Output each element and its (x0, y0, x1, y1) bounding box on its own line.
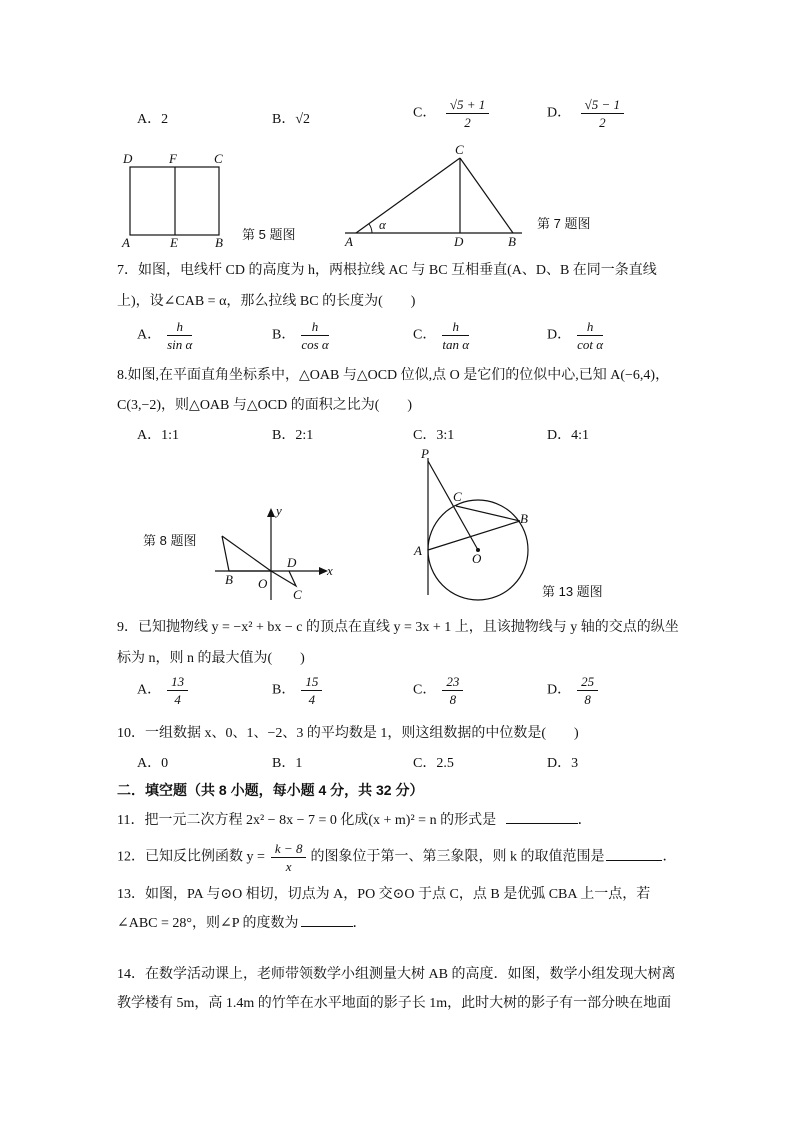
q9-text-line2: 标为 n，则 n 的最大值为( ) (117, 651, 305, 666)
fig7-label-a: A (345, 234, 353, 249)
q9-option-c-fraction (442, 673, 463, 708)
fig7-label-d: D (454, 234, 464, 249)
fraction-numerator: h (301, 318, 328, 336)
q6-option-b-value: √2 (295, 112, 311, 127)
fig5-label-e: E (170, 235, 178, 250)
fraction-denominator: 8 (449, 692, 457, 707)
q9-option-a-label: A． (137, 682, 162, 698)
q9-option-d-fraction (577, 673, 598, 708)
q6-option-b-label: B． (272, 112, 296, 127)
q13-text-line2 (117, 912, 367, 932)
fraction-denominator: 2 (599, 115, 606, 130)
fig8-label-y: y (276, 503, 282, 518)
fig13-label-o: O (472, 551, 482, 566)
fig7-label-alpha: α (379, 217, 386, 232)
q7-option-c-label: C． (413, 327, 437, 343)
q8-text-line2: C(3,−2)，则△OAB 与△OCD 的面积之比为( ) (117, 398, 413, 413)
fraction-denominator: 4 (308, 692, 316, 707)
q7-text-line1: 7．如图，电线杆 CD 的高度为 h，两根拉线 AC 与 BC 互相垂直(A、D、B 在同一条直线 (117, 263, 657, 278)
q10-option-a: A．0 (137, 756, 169, 771)
fraction-denominator: cot α (577, 337, 604, 352)
fig13-label-b: B (520, 511, 528, 526)
q9-option-a-fraction (167, 673, 188, 708)
q9-option-b-fraction (301, 673, 322, 708)
q8-option-a: A．1:1 (137, 428, 179, 443)
fig5-label-a: A (122, 235, 130, 250)
fig13-label-a: A (414, 543, 422, 558)
q13-text-line1: 13．如图，PA 与⊙O 相切，切点为 A，PO 交⊙O 于点 C，点 B 是优弧 CBA 上一点，若 (117, 887, 651, 902)
fraction-denominator: 8 (584, 692, 591, 707)
q10-option-b: B．1 (272, 756, 303, 771)
fraction-numerator: 15 (301, 673, 322, 691)
q13-answer-blank[interactable] (301, 926, 353, 927)
fig8-label-d: D (287, 555, 297, 570)
fig5-label-f: F (169, 151, 177, 166)
q12-answer-blank[interactable] (606, 860, 662, 861)
q10-text: 10．一组数据 x、0、1、−2、3 的平均数是 1，则这组数据的中位数是( ) (117, 726, 579, 741)
q13-stem: ∠ABC = 28°，则∠P 的度数为 (117, 916, 299, 931)
fig5-label-b: B (215, 235, 223, 250)
fig8-label-x: x (327, 563, 333, 578)
q10-option-d: D．3 (547, 756, 579, 771)
q7-text-line2: 上)，设∠CAB = α，那么拉线 BC 的长度为( ) (117, 294, 416, 309)
fig7-caption: 第 7 题图 (537, 216, 591, 231)
q12-stem-pre: 12．已知反比例函数 y = (117, 849, 265, 865)
fraction-denominator: 2 (464, 115, 471, 130)
fig5-caption: 第 5 题图 (242, 227, 296, 242)
q6-option-a: A．2 (137, 112, 169, 127)
q6-option-c-label: C． (413, 105, 437, 121)
q11-stem: 11．把一元二次方程 2x² − 8x − 7 = 0 化成(x + m)² = n 的形式是 (117, 813, 497, 828)
q14-text-line1: 14．在数学活动课上，老师带领数学小组测量大树 AB 的高度．如图，数学小组发现大树离 (117, 967, 676, 982)
q8-text-line1: 8.如图,在平面直角坐标系中，△OAB 与△OCD 位似,点 O 是它们的位似中心,已知 A(−6,4)， (117, 368, 670, 383)
q9-text-line1: 9．已知抛物线 y = −x² + bx − c 的顶点在直线 y = 3x + 1 上，且该抛物线与 y 轴的交点的纵坐 (117, 620, 679, 635)
fraction-denominator: 4 (174, 692, 181, 707)
fraction-numerator: 23 (442, 673, 463, 691)
q9-option-c (413, 673, 463, 708)
fraction-denominator: x (285, 859, 292, 874)
fig8-label-b: B (225, 572, 233, 587)
q12-end: ． (662, 849, 677, 865)
fraction-numerator: √5 − 1 (581, 96, 624, 114)
q12-fraction (271, 840, 307, 875)
fraction-numerator: √5 + 1 (446, 96, 489, 114)
q6-option-d-label: D． (547, 105, 572, 121)
fraction-numerator: k − 8 (271, 840, 307, 858)
fig5-label-d: D (123, 151, 133, 166)
q10-option-c: C．2.5 (413, 756, 454, 771)
fig5-label-c: C (214, 151, 223, 166)
q9-option-d-label: D． (547, 682, 572, 698)
q8-option-b: B．2:1 (272, 428, 314, 443)
fraction-denominator: sin α (167, 337, 193, 352)
q8-option-c: C．3:1 (413, 428, 455, 443)
fraction-numerator: h (167, 318, 192, 336)
q9-option-a (137, 673, 188, 708)
q11-answer-blank[interactable] (506, 823, 578, 824)
q14-text-line2: 教学楼有 5m，高 1.4m 的竹竿在水平地面的影子长 1m，此时大树的影子有一部分映在地面 (117, 996, 672, 1011)
fig13-label-c: C (453, 489, 462, 504)
fraction-numerator: h (577, 318, 603, 336)
q11-end: ． (577, 813, 592, 828)
q11-text (117, 809, 592, 829)
fig8-label-o: O (258, 576, 268, 591)
q8-option-d: D．4:1 (547, 428, 589, 443)
fig7-label-c: C (455, 142, 464, 157)
fig7-label-b: B (508, 234, 516, 249)
q9-option-b-label: B． (272, 682, 296, 698)
fig8-label-c: C (293, 587, 302, 602)
q12-stem-post: 的图象位于第一、第三象限，则 k 的取值范围是 (310, 849, 605, 865)
q7-option-a-label: A． (137, 327, 162, 343)
q9-option-c-label: C． (413, 682, 437, 698)
fraction-numerator: 25 (577, 673, 598, 691)
q13-end: ． (352, 916, 367, 931)
fig13-caption: 第 13 题图 (542, 584, 603, 599)
q12-text (117, 840, 676, 875)
fraction-numerator: h (442, 318, 469, 336)
fraction-denominator: cos α (301, 337, 329, 352)
section-2-heading: 二．填空题（共 8 小题，每小题 4 分，共 32 分） (117, 782, 424, 798)
q7-option-b-label: B． (272, 327, 296, 343)
q9-option-b (272, 673, 322, 708)
q7-option-d-label: D． (547, 327, 572, 343)
fraction-denominator: tan α (442, 337, 470, 352)
fig13-label-p: P (421, 446, 429, 461)
fraction-numerator: 13 (167, 673, 188, 691)
q9-option-d (547, 673, 598, 708)
fig8-caption: 第 8 题图 (143, 533, 197, 548)
